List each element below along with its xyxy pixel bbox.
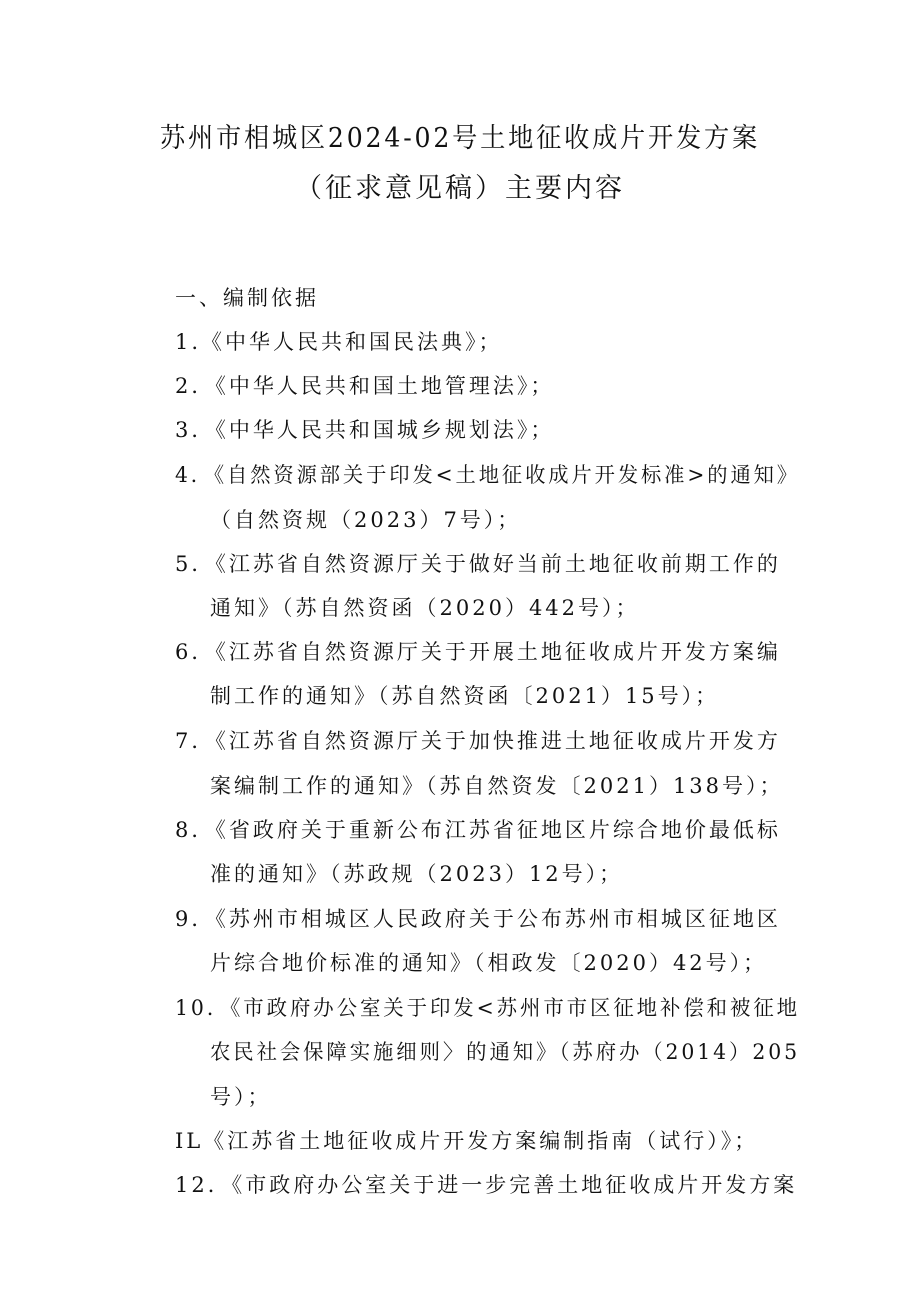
basis-item-3: 3．《中华人民共和国城乡规划法》； [175, 418, 555, 442]
basis-item-4: 4．《自然资源部关于印发<土地征收成片开发标准>的通知》 [175, 463, 800, 487]
basis-item-8: 8．《省政府关于重新公布江苏省征地区片综合地价最低标 [175, 818, 781, 842]
basis-item-5: 5．《江苏省自然资源厅关于做好当前土地征收前期工作的 [175, 552, 781, 576]
basis-item-5-cont: 通知》（苏自然资函（2020）442号）； [210, 596, 640, 620]
basis-item-4-cont: （自然资规（2023）7号）； [210, 508, 522, 532]
basis-item-12: 12．《市政府办公室关于进一步完善土地征收成片开发方案 [175, 1173, 798, 1197]
basis-item-2: 2．《中华人民共和国土地管理法》； [175, 374, 555, 398]
section-heading: 一、编制依据 [175, 286, 319, 310]
basis-item-10-cont2: 号）； [210, 1085, 272, 1109]
basis-item-9-cont: 片综合地价标准的通知》（相政发〔2020）42号）； [210, 951, 768, 975]
basis-item-10-cont: 农民社会保障实施细则〉的通知》（苏府办（2014）205 [210, 1040, 800, 1064]
basis-item-1: 1.《中华人民共和国民法典》； [175, 330, 503, 354]
basis-item-10: 10．《市政府办公室关于印发<苏州市市区征地补偿和被征地 [175, 996, 801, 1020]
document-title: 苏州市相城区2024-02号土地征收成片开发方案 [160, 123, 760, 154]
document-subtitle: （征求意见稿）主要内容 [295, 173, 625, 204]
basis-item-6: 6．《江苏省自然资源厅关于开展土地征收成片开发方案编 [175, 640, 781, 664]
basis-item-7-cont: 案编制工作的通知》（苏自然资发〔2021）138号）； [210, 774, 784, 798]
basis-item-9: 9．《苏州市相城区人民政府关于公布苏州市相城区征地区 [175, 907, 781, 931]
basis-item-11: IL《江苏省土地征收成片开发方案编制指南（试行）》； [175, 1129, 759, 1153]
basis-item-8-cont: 准的通知》（苏政规（2023）12号）； [210, 862, 624, 886]
basis-item-7: 7．《江苏省自然资源厅关于加快推进土地征收成片开发方 [175, 729, 781, 753]
basis-item-6-cont: 制工作的通知》（苏自然资函〔2021）15号）； [210, 684, 720, 708]
